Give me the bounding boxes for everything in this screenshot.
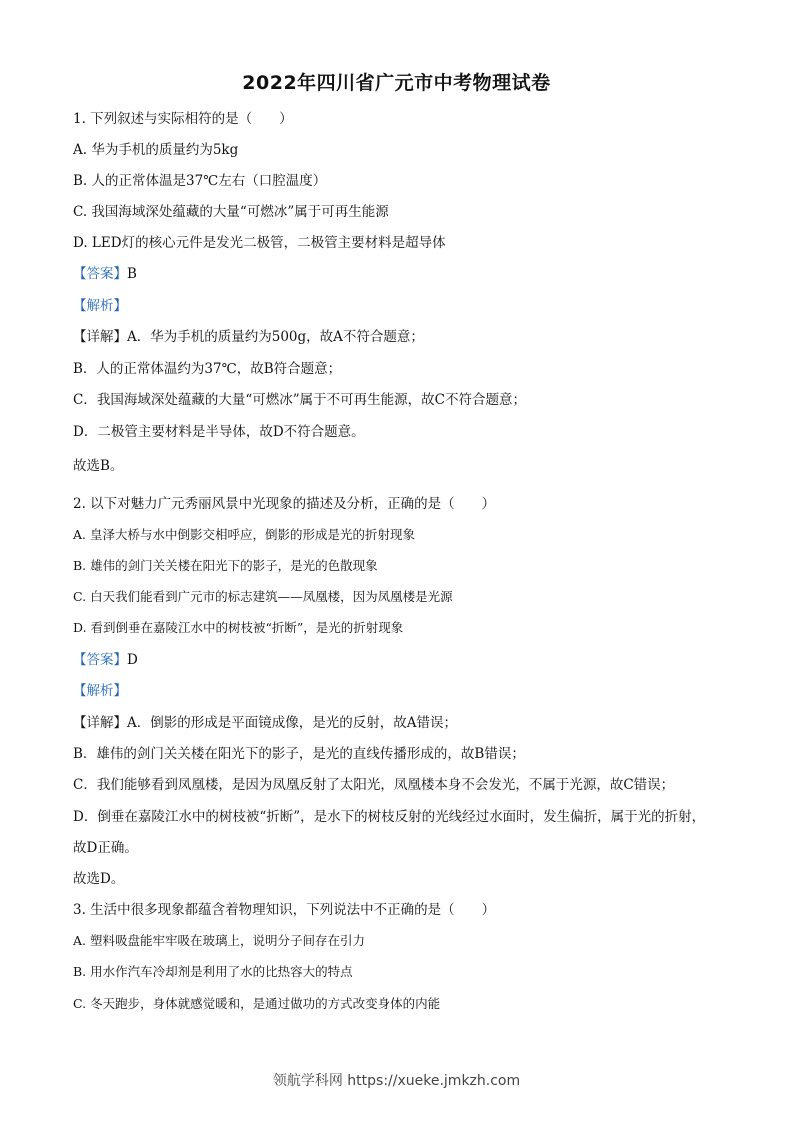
answer-tag: 【答案】	[73, 652, 127, 668]
q1-option-a: A. 华为手机的质量约为5kg	[73, 142, 239, 158]
question-1-stem: 1. 下列叙述与实际相符的是（ ）	[73, 111, 293, 127]
page-title: 2022年四川省广元市中考物理试卷	[242, 72, 551, 94]
q1-detail-line-4: D．二极管主要材料是半导体，故D不符合题意。	[73, 424, 365, 440]
question-2-stem: 2. 以下对魅力广元秀丽风景中光现象的描述及分析，正确的是（ ）	[73, 496, 496, 512]
q1-analysis-tag: 【解析】	[73, 298, 127, 314]
q2-detail-line-3: C．我们能够看到凤凰楼，是因为凤凰反射了太阳光，凤凰楼本身不会发光，不属于光源，故C错误；	[73, 777, 675, 793]
question-3-stem: 3. 生活中很多现象都蕴含着物理知识，下列说法中不正确的是（ ）	[73, 902, 496, 918]
q2-analysis-tag: 【解析】	[73, 683, 127, 699]
q1-detail-line-2: B．人的正常体温约为37℃，故B符合题意；	[73, 361, 342, 377]
footer-watermark: 领航学科网 https://xueke.jmkzh.com	[272, 1073, 521, 1089]
q2-detail-line-2: B．雄伟的剑门关关楼在阳光下的影子，是光的直线传播形成的，故B错误；	[73, 746, 525, 762]
q1-option-d: D. LED灯的核心元件是发光二极管，二极管主要材料是超导体	[73, 235, 446, 251]
q2-detail-line-5: 故D正确。	[73, 840, 138, 856]
answer-tag: 【答案】	[73, 266, 127, 282]
q2-option-d: D. 看到倒垂在嘉陵江水中的树枝被“折断”，是光的折射现象	[73, 620, 404, 635]
q2-answer	[73, 651, 138, 669]
q1-option-b: B. 人的正常体温是37℃左右（口腔温度）	[73, 173, 327, 189]
q2-option-c: C. 白天我们能看到广元市的标志建筑——凤凰楼，因为凤凰楼是光源	[73, 589, 453, 604]
detail-tag: 【详解】	[73, 329, 127, 345]
q2-option-b: B. 雄伟的剑门关关楼在阳光下的影子，是光的色散现象	[73, 558, 378, 573]
q1-detail-line-3: C．我国海域深处蕴藏的大量“可燃冰”属于不可再生能源，故C不符合题意；	[73, 392, 526, 408]
q3-option-b: B. 用水作汽车冷却剂是利用了水的比热容大的特点	[73, 964, 353, 979]
q2-detail-line-1: 【详解】A．倒影的形成是平面镜成像，是光的反射，故A错误；	[73, 715, 457, 731]
q3-option-c: C. 冬天跑步，身体就感觉暖和，是通过做功的方式改变身体的内能	[73, 996, 441, 1011]
detail-tag: 【详解】	[73, 715, 127, 731]
q3-option-a: A. 塑料吸盘能牢牢吸在玻璃上，说明分子间存在引力	[73, 933, 365, 948]
q2-conclusion: 故选D。	[73, 871, 125, 887]
q1-detail-line-1: 【详解】A．华为手机的质量约为500g，故A不符合题意；	[73, 329, 424, 345]
q1-conclusion: 故选B。	[73, 458, 124, 474]
q2-option-a: A. 皇泽大桥与水中倒影交相呼应，倒影的形成是光的折射现象	[73, 527, 415, 542]
answer-value: B	[127, 266, 137, 282]
q2-detail-line-4: D．倒垂在嘉陵江水中的树枝被“折断”，是水下的树枝反射的光线经过水面时，发生偏折，属于光的折射，	[73, 809, 706, 825]
q1-answer	[73, 265, 137, 283]
q1-option-c: C. 我国海域深处蕴藏的大量“可燃冰”属于可再生能源	[73, 204, 389, 220]
answer-value: D	[127, 652, 138, 668]
